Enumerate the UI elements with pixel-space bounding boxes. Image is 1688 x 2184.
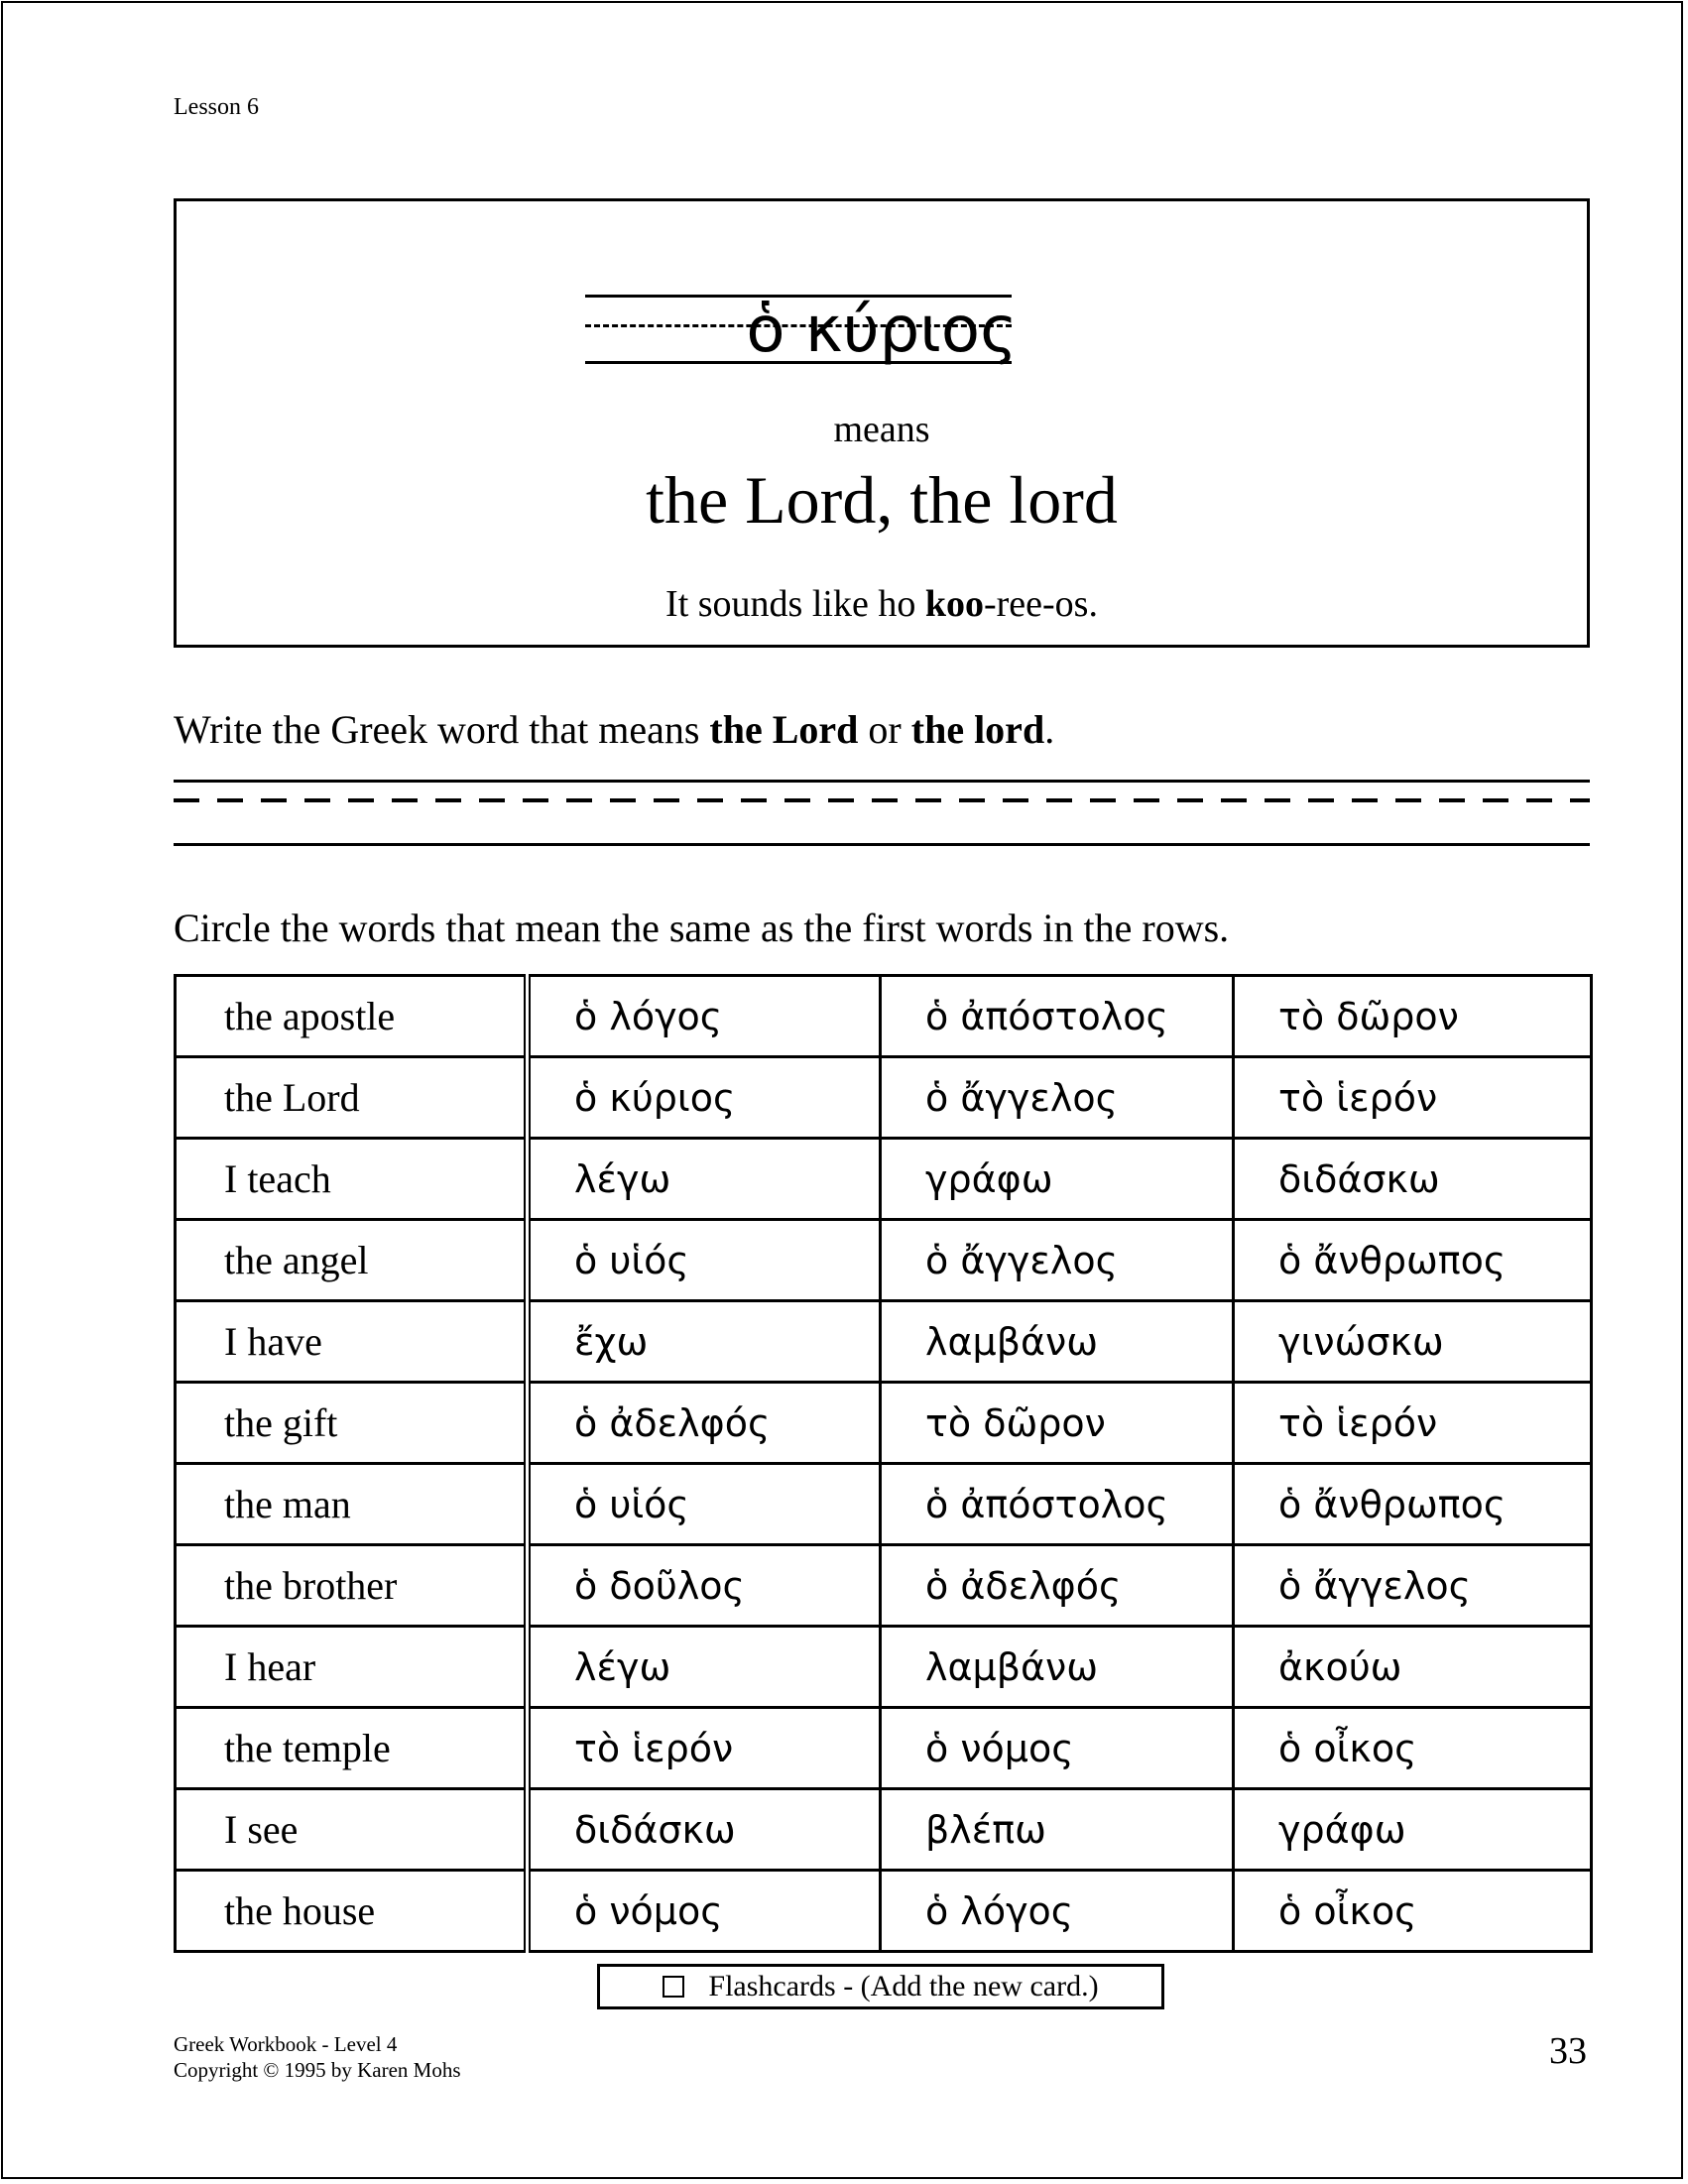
table-row (176, 1220, 1592, 1301)
table-row (176, 1871, 1592, 1952)
table-row (176, 1464, 1592, 1545)
table-row (176, 1057, 1592, 1139)
greek-option[interactable]: ὁ ἄνθρωπος (1234, 1464, 1592, 1545)
greek-option[interactable]: τὸ ἱερόν (528, 1708, 881, 1789)
page-number: 33 (1549, 2030, 1587, 2072)
write-instruction-prefix: Write the Greek word that means (174, 707, 710, 752)
greek-option[interactable]: λαμβάνω (881, 1627, 1234, 1708)
table-row (176, 976, 1592, 1057)
greek-option[interactable]: ὁ ἀδελφός (881, 1545, 1234, 1627)
matching-table (174, 974, 1593, 1953)
greek-option[interactable]: ὁ λόγος (881, 1871, 1234, 1952)
greek-option[interactable]: γινώσκω (1234, 1301, 1592, 1383)
table-row (176, 1545, 1592, 1627)
write-instruction-bold-1: the Lord (709, 707, 859, 752)
table-row (176, 1789, 1592, 1871)
english-prompt: the angel (176, 1220, 528, 1301)
greek-option[interactable]: τὸ δῶρον (881, 1383, 1234, 1464)
table-row (176, 1383, 1592, 1464)
english-prompt: the man (176, 1464, 528, 1545)
greek-vocabulary-word: ὁ κύριος (746, 294, 1018, 367)
greek-option[interactable]: ὁ νόμος (881, 1708, 1234, 1789)
greek-option[interactable]: ὁ υἱός (528, 1220, 881, 1301)
greek-option[interactable]: ἀκούω (1234, 1627, 1592, 1708)
greek-option[interactable]: γράφω (881, 1139, 1234, 1220)
greek-option[interactable]: ὁ οἶκος (1234, 1708, 1592, 1789)
greek-answer-input[interactable] (174, 786, 1594, 847)
greek-option[interactable]: ὁ ἄγγελος (881, 1057, 1234, 1139)
greek-option[interactable]: τὸ δῶρον (1234, 976, 1592, 1057)
circle-instruction: Circle the words that mean the same as the first words in the rows. (174, 906, 1230, 950)
greek-option[interactable]: διδάσκω (528, 1789, 881, 1871)
greek-option[interactable]: διδάσκω (1234, 1139, 1592, 1220)
english-prompt: I teach (176, 1139, 528, 1220)
greek-option[interactable]: ὁ υἱός (528, 1464, 881, 1545)
write-line-top (174, 780, 1590, 783)
means-label: means (833, 409, 930, 450)
pronunciation-stress: koo (924, 583, 984, 625)
greek-option[interactable]: λαμβάνω (881, 1301, 1234, 1383)
pronunciation-suffix: -ree-os. (983, 583, 1098, 625)
greek-option[interactable]: ὁ ἄνθρωπος (1234, 1220, 1592, 1301)
greek-option[interactable]: ὁ κύριος (528, 1057, 881, 1139)
greek-option[interactable]: ὁ ἀπόστολος (881, 1464, 1234, 1545)
english-prompt: I see (176, 1789, 528, 1871)
write-instruction-middle: or (858, 707, 911, 752)
greek-option[interactable]: ὁ ἀδελφός (528, 1383, 881, 1464)
footer-info (174, 2031, 461, 2083)
english-meaning: the Lord, the lord (646, 462, 1118, 538)
greek-option[interactable]: τὸ ἱερόν (1234, 1057, 1592, 1139)
greek-option[interactable]: ἔχω (528, 1301, 881, 1383)
footer-copyright: Copyright © 1995 by Karen Mohs (174, 2058, 461, 2082)
greek-option[interactable]: τὸ ἱερόν (1234, 1383, 1592, 1464)
greek-option[interactable]: ὁ νόμος (528, 1871, 881, 1952)
write-instruction-suffix: . (1044, 707, 1055, 752)
english-prompt: the temple (176, 1708, 528, 1789)
checkbox-icon[interactable] (663, 1976, 684, 1998)
write-instruction-bold-2: the lord (910, 707, 1045, 752)
greek-option[interactable]: λέγω (528, 1139, 881, 1220)
greek-option[interactable]: ὁ δοῦλος (528, 1545, 881, 1627)
greek-option[interactable]: ὁ ἀπόστολος (881, 976, 1234, 1057)
vocabulary-word-box (174, 198, 1590, 648)
table-row (176, 1708, 1592, 1789)
table-row (176, 1139, 1592, 1220)
greek-option[interactable]: λέγω (528, 1627, 881, 1708)
english-prompt: I hear (176, 1627, 528, 1708)
greek-option[interactable]: ὁ ἄγγελος (881, 1220, 1234, 1301)
footer-book-title: Greek Workbook - Level 4 (174, 2032, 398, 2056)
greek-option[interactable]: ὁ λόγος (528, 976, 881, 1057)
write-instruction (174, 706, 1054, 753)
english-prompt: the Lord (176, 1057, 528, 1139)
table-row (176, 1627, 1592, 1708)
greek-option[interactable]: ὁ ἄγγελος (1234, 1545, 1592, 1627)
english-prompt: the apostle (176, 976, 528, 1057)
greek-option[interactable]: γράφω (1234, 1789, 1592, 1871)
flashcards-label: Flashcards - (Add the new card.) (708, 1970, 1099, 2002)
flashcards-reminder (597, 1964, 1164, 2009)
lesson-label: Lesson 6 (174, 94, 259, 120)
english-prompt: I have (176, 1301, 528, 1383)
table-row (176, 1301, 1592, 1383)
pronunciation-guide (177, 582, 1587, 626)
english-prompt: the house (176, 1871, 528, 1952)
greek-option[interactable]: ὁ οἶκος (1234, 1871, 1592, 1952)
english-prompt: the brother (176, 1545, 528, 1627)
english-prompt: the gift (176, 1383, 528, 1464)
greek-option[interactable]: βλέπω (881, 1789, 1234, 1871)
pronunciation-prefix: It sounds like ho (665, 583, 925, 625)
